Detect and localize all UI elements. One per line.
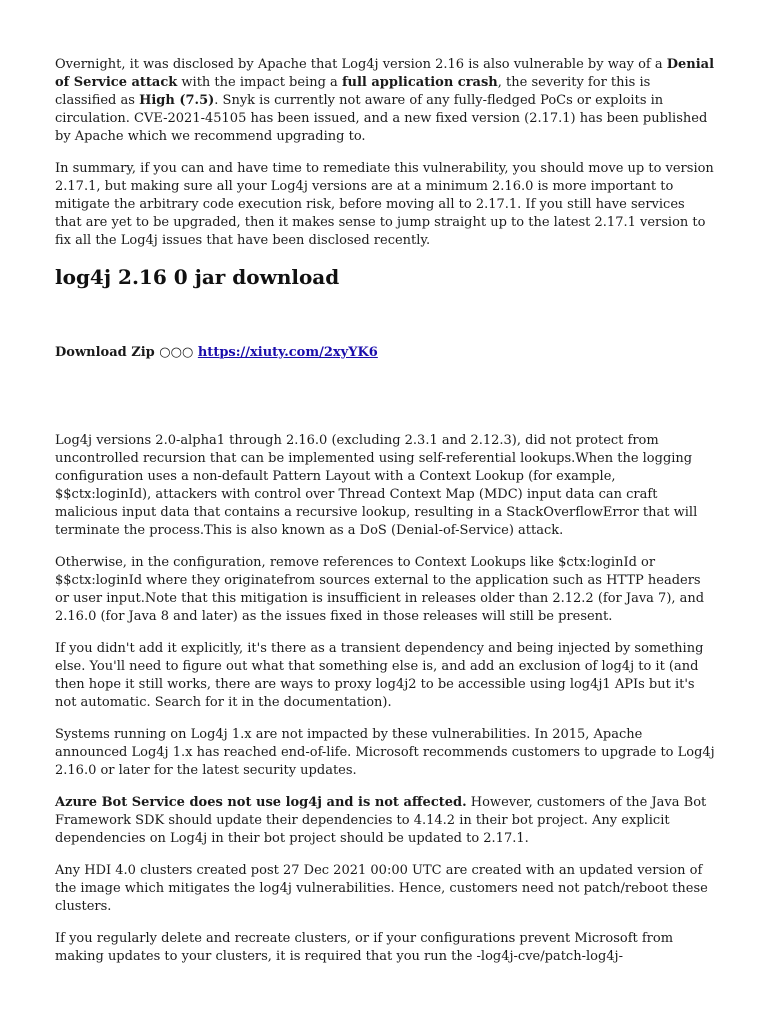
p1-bold-app-crash: full application crash (341, 75, 498, 90)
paragraph-log4j-1x: Systems running on Log4j 1.x are not impacted by these vulnerabilities. In 2015, Apache announced Log4j 1.x has reached end-of-life. Microsoft recommends customers to upgrade to Log4j 2.16.0 or later for the latest security updates. (55, 727, 715, 778)
download-link[interactable]: https://xiuty.com/2xyYK6 (197, 345, 378, 360)
paragraph-affected-versions: Log4j versions 2.0-alpha1 through 2.16.0 (excluding 2.3.1 and 2.12.3), did not protect from uncontrolled recursion that can be implemented using self-referential lookups.When the logging configuration uses a non-default Pattern Layout with a Context Lookup (for example, $$ctx:loginId), attackers with control over Thread Context Map (MDC) input data can craft malicious input data that contains a recursive lookup, resulting in a StackOverflowError that will terminate the process.This is also known as a DoS (Denial-of-Service) attack. (55, 433, 698, 538)
p7-bold-azure: Azure Bot Service does not use log4j and is not affected. (55, 795, 467, 810)
circles-glyphs: ○○○ (159, 345, 194, 360)
download-line (55, 344, 715, 362)
p1-text-3: , the severity for this is classified as (55, 75, 651, 108)
p1-text-4: . Snyk is currently not aware of any fully-fledged PoCs or exploits in circulation. CVE-2021-45105 has been issued, and a new fixed version (2.17.1) has been published by Apache which we recommend upgrading to. (55, 93, 708, 144)
download-zip-label: Download Zip (55, 345, 155, 360)
paragraph-mitigation: Otherwise, in the configuration, remove references to Context Lookups like $ctx:loginId or $$ctx:loginId where they originatefrom sources external to the application such as HTTP headers or user input.Note that this mitigation is insufficient in releases older than 2.12.2 (for Java 7), and 2.16.0 (for Java 8 and later) as the issues fixed in those releases will still be present. (55, 555, 705, 624)
p1-text-1: Overnight, it was disclosed by Apache that Log4j version 2.16 is also vulnerable by way of a (55, 57, 667, 72)
p7-text: However, customers of the Java Bot Framework SDK should update their dependencies to 4.14.2 in their bot project. Any explicit dependencies on Log4j in their bot project should be updated to 2.17.1. (55, 795, 707, 846)
paragraph-hdi-clusters: Any HDI 4.0 clusters created post 27 Dec 2021 00:00 UTC are created with an updated version of the image which mitigates the log4j vulnerabilities. Hence, customers need not patch/reboot these clusters. (55, 863, 708, 914)
paragraph-azure-bot (55, 794, 715, 848)
p1-bold-dos-attack: Denial of Service attack (55, 57, 715, 90)
paragraph-summary: In summary, if you can and have time to remediate this vulnerability, you should move up to version 2.17.1, but making sure all your Log4j versions are at a minimum 2.16.0 is more important to mitigate the arbitrary code execution risk, before moving all to 2.17.1. If you still have services that are yet to be upgraded, then it makes sense to jump straight up to the latest 2.17.1 version to fix all the Log4j issues that have been disclosed recently. (55, 161, 714, 248)
paragraph-log4j-216-dos (55, 56, 715, 146)
p1-bold-severity: High (7.5) (139, 93, 215, 108)
paragraph-recreate-clusters: If you regularly delete and recreate clusters, or if your configurations prevent Microsoft from making updates to your clusters, it is required that you run the -log4j-cve/patch-log4j- (55, 931, 674, 964)
page-heading: log4j 2.16 0 jar download (55, 265, 340, 289)
document-page (55, 56, 715, 980)
p1-text-2: with the impact being a (177, 75, 342, 90)
paragraph-transient-dependency: If you didn't add it explicitly, it's there as a transient dependency and being injected by something else. You'll need to figure out what that something else is, and add an exclusion of log4j to it (and then hope it still works, there are ways to proxy log4j2 to be accessible using log4j1 APIs but it's not automatic. Search for it in the documentation). (55, 641, 704, 710)
